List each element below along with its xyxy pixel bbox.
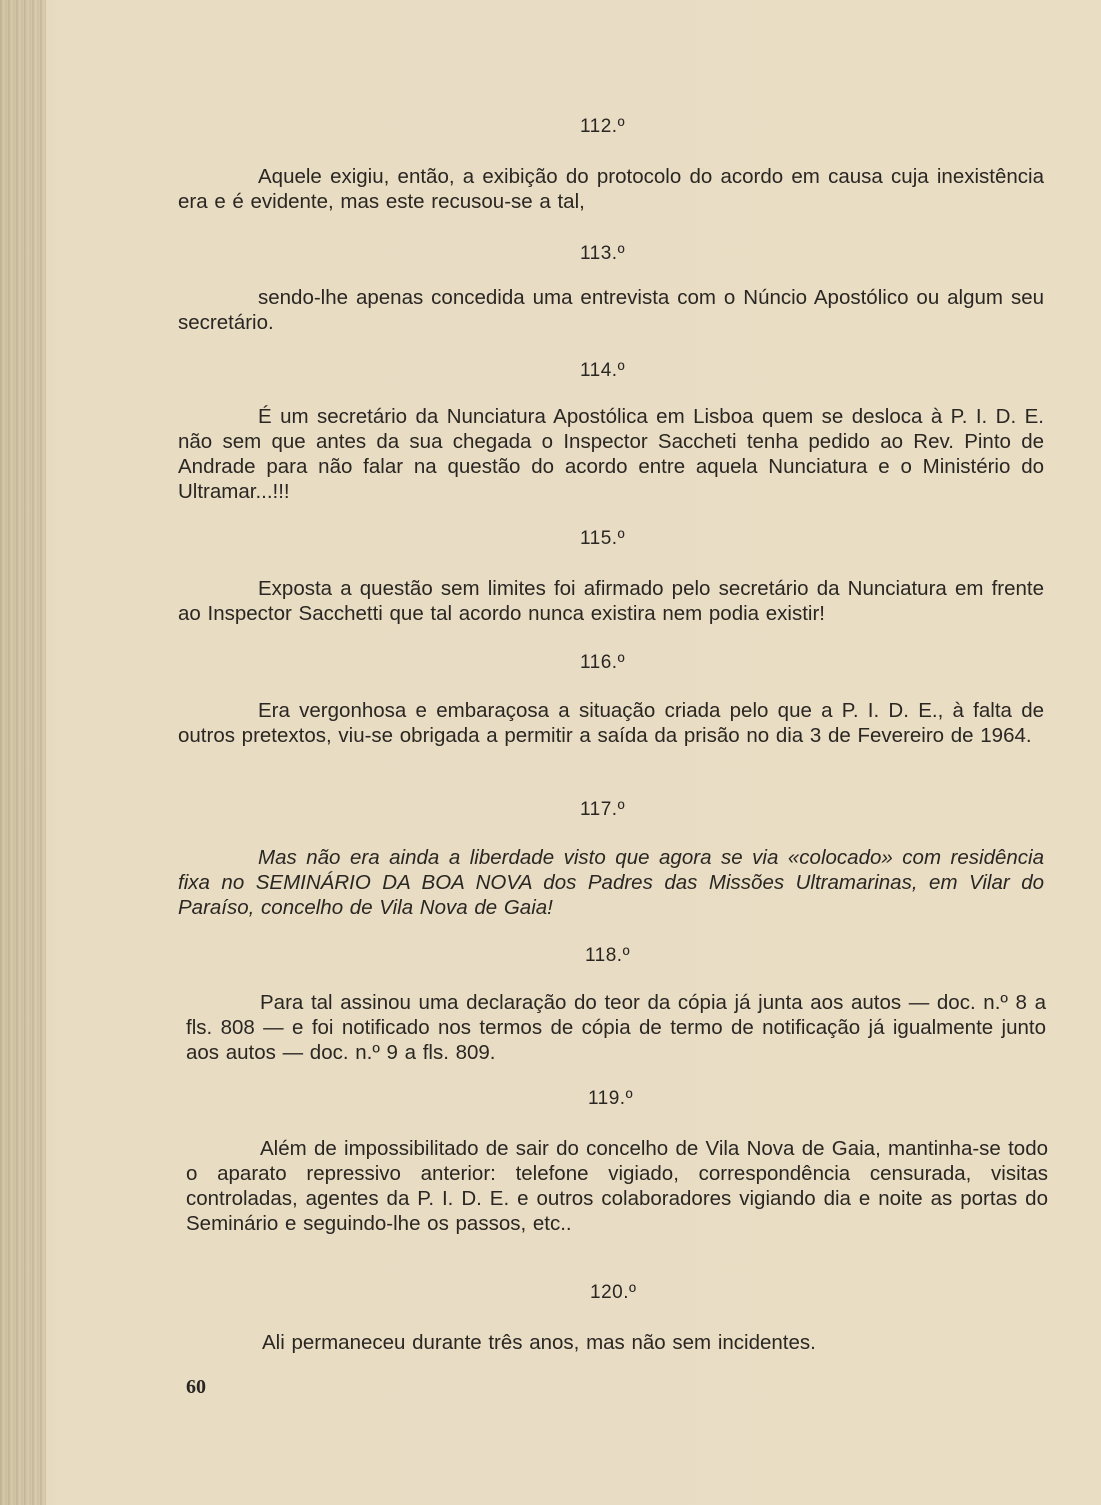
article-text-117: Mas não era ainda a liberdade visto que agora se via «colocado» com residência fixa no SEMINÁRIO DA BOA NOVA dos Padres das Missões Ultramarinas, em Vilar do Paraíso, concelho de Vila Nova de Gaia! <box>178 846 1044 919</box>
article-text-115: Exposta a questão sem limites foi afirmado pelo secretário da Nunciatura em frente ao Inspector Sacchetti que tal acordo nunca existira nem podia existir! <box>178 577 1044 625</box>
article-text-112: Aquele exigiu, então, a exibição do protocolo do acordo em causa cuja inexistência era e é evidente, mas este recusou-se a tal, <box>178 165 1044 213</box>
article-number-114: 114.º <box>580 360 626 381</box>
article-number-118: 118.º <box>585 945 631 966</box>
article-number-117: 117.º <box>580 799 626 820</box>
page-number: 60 <box>186 1376 206 1398</box>
article-text-118: Para tal assinou uma declaração do teor da cópia já junta aos autos — doc. n.º 8 a fls. 808 — e foi notificado nos termos de cópia de termo de notificação já igualmente junto aos autos — doc. n.º 9 a fls. 809. <box>186 991 1046 1064</box>
article-text-113: sendo-lhe apenas concedida uma entrevista com o Núncio Apostólico ou algum seu secretário. <box>178 286 1044 334</box>
article-number-113: 113.º <box>580 243 626 264</box>
article-text-114: É um secretário da Nunciatura Apostólica em Lisboa quem se desloca à P. I. D. E. não sem que antes da sua chegada o Inspector Saccheti tenha pedido ao Rev. Pinto de Andrade para não falar na questão do acordo entre aquela Nunciatura e o Ministério do Ultramar...!!! <box>178 405 1044 503</box>
article-number-116: 116.º <box>580 652 626 673</box>
article-text-119: Além de impossibilitado de sair do concelho de Vila Nova de Gaia, mantinha-se todo o aparato repressivo anterior: telefone vigiado, correspondência censurada, visitas controladas, agentes da P. I. D. E. e outros colaboradores vigiando dia e noite as portas do Seminário e seguindo-lhe os passos, etc.. <box>186 1137 1048 1235</box>
article-text-116: Era vergonhosa e embaraçosa a situação criada pelo que a P. I. D. E., à falta de outros pretextos, viu-se obrigada a permitir a saída da prisão no dia 3 de Fevereiro de 1964. <box>178 699 1044 747</box>
book-spine-shadow <box>0 0 46 1505</box>
article-text-120: Ali permaneceu durante três anos, mas não sem incidentes. <box>262 1331 816 1354</box>
article-number-115: 115.º <box>580 528 626 549</box>
article-number-112: 112.º <box>580 116 626 137</box>
article-number-120: 120.º <box>590 1282 637 1303</box>
article-number-119: 119.º <box>588 1088 634 1109</box>
